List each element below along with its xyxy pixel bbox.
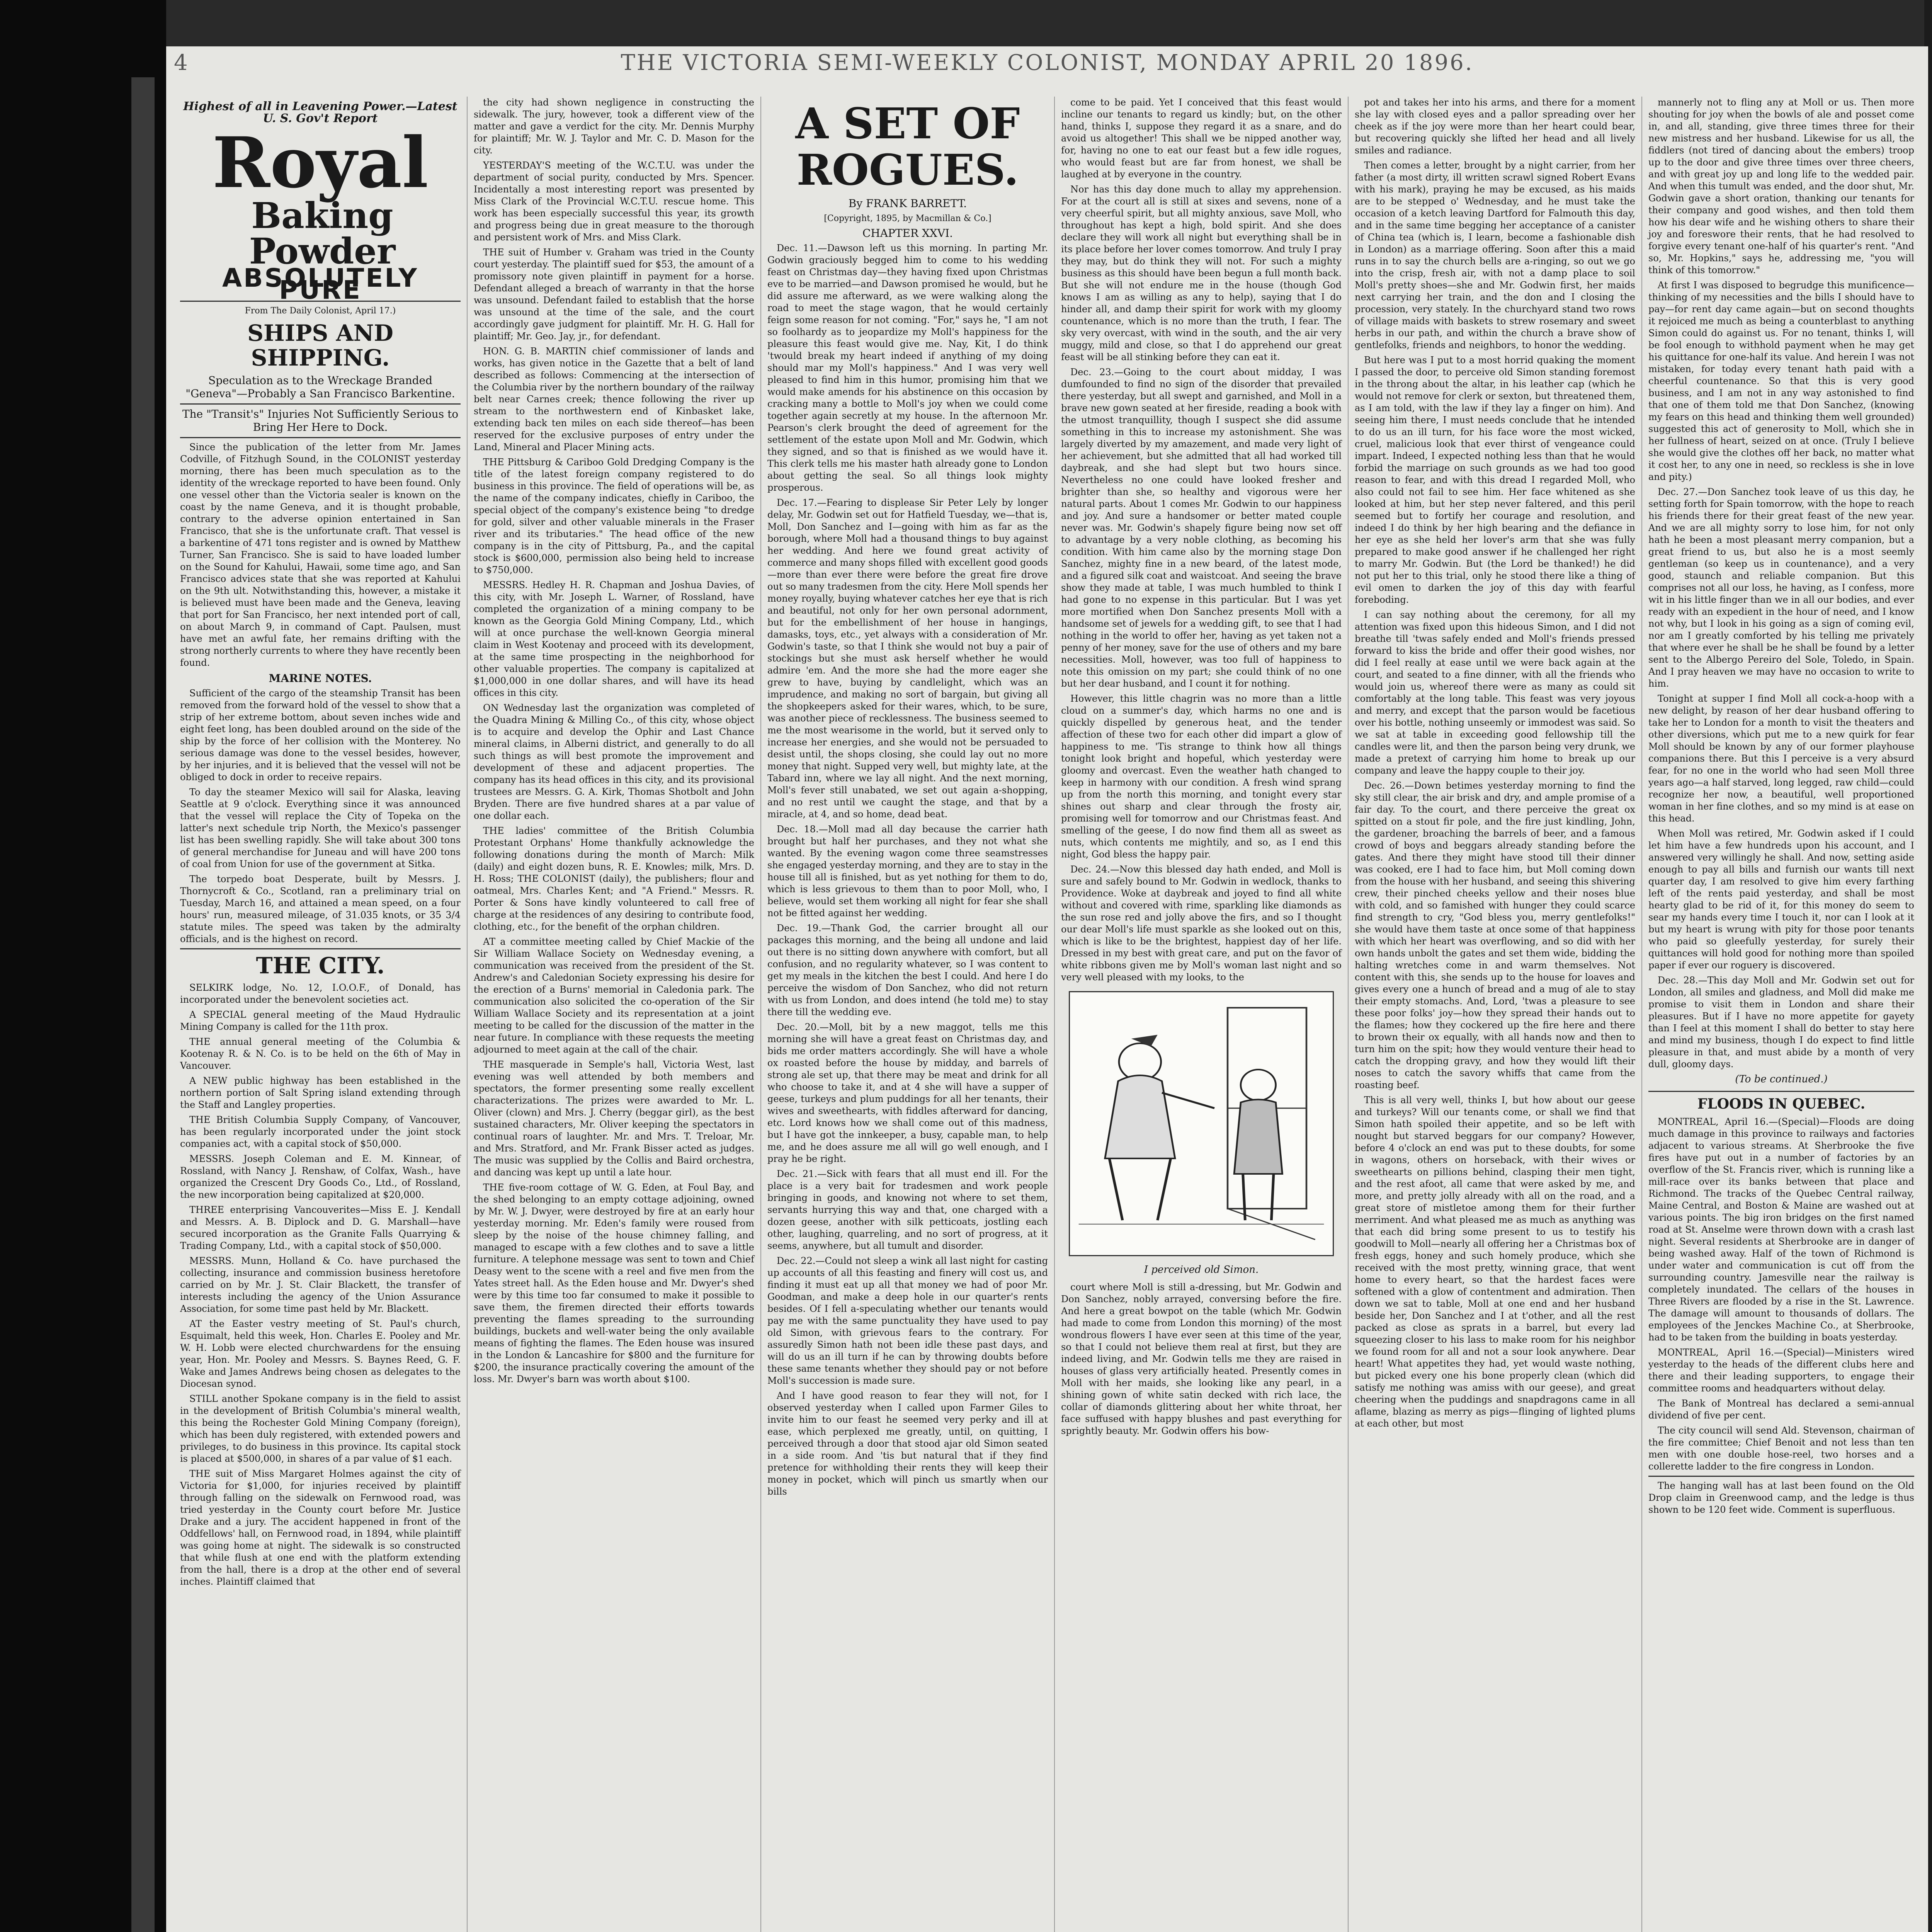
- paragraph: come to be paid. Yet I conceived that this feast would incline our tenants to regard us kindly; but, on the other hand, thinks I, suppose they regard it as a snare, and do avoid us altogether! This shall we be nipped another way, for, having no one to eat our feast but a few idle rogues, who would feast but are far from honest, we shall be laughed at by everyone in the country.: [1061, 97, 1342, 180]
- illustration-drawing: [1070, 992, 1333, 1255]
- subhead-marine: MARINE NOTES.: [269, 672, 372, 685]
- illustration: [1069, 991, 1334, 1256]
- paragraph: pot and takes her into his arms, and there for a moment she lay with closed eyes and a pallor spreading over her cheek as if the joy were more than her heart could bear, but recovering quickly she lifted her head and all lively smiles and radiance.: [1355, 97, 1635, 156]
- paragraph: mannerly not to fling any at Moll or us. Then more shouting for joy when the bowls of ale and posset come in, and all, standing, give three times three for their new mistress and her husband. Likewise for us all, the fiddlers (not tired of dancing about the embers) troop up to the door and give three times over three cheers, and with great joy up and long life to the wedded pair. And when this tumult was ended, and the door shut, Mr. Godwin gave a short oration, thanking our tenants for their company and good wishes, and then told them how his dear wife and he wishing others to share their joy and foreswore their rents, that he had resolved to forgive every tenant one-half of his quarter's rent. "And so, Mr. Hopkins," says he, addressing me, "you will think of this tomorrow.": [1648, 97, 1914, 276]
- ad-tagline: Highest of all in Leavening Power.—Latest U. S. Gov't Report: [183, 100, 457, 125]
- paragraph: Dec. 23.—Going to the court about midday, I was dumfounded to find no sign of the disorder that prevailed there yesterday, but all swept and garnished, and Moll in a brave new gown seated at her fireside, reading a book with the utmost tranquillity, though I suspect she did assume something in this to increase my astonishment. She was largely diverted by my amazement, and made very light of her achievement, but she admitted that all had worked till daybreak, and she had slept but two hours since. Nevertheless no one could have looked fresher and brighter than she, so healthy and vigorous were her natural parts. About 1 comes Mr. Godwin to our happiness and joy. And sure a handsomer or better mated couple never was. Mr. Godwin's shapely figure being now set off to advantage by a very noble clothing, as becoming his condition. With him came also by the morning stage Don Sanchez, mighty fine in a new beard, of the latest mode, and a figured silk coat and waistcoat. And seeing the brave show they made at table, I was much humbled to think I had gone to no expense in this particular. But I was yet more mortified when Don Sanchez presents Moll with a handsome set of jewels for a wedding gift, to see that I had nothing in the world to offer her, having as yet taken not a penny of her money, save for the use of others and my bare necessities. Moll, however, was too full of happiness to note this omission on my part; she could think of no one but her dear husband, and I count it for nothing.: [1061, 367, 1342, 689]
- paragraph: Tonight at supper I find Moll all cock-a-hoop with a new delight, by reason of her dear husband offering to take her to London for a month to visit the theaters and other diversions, which put me to a new quirk for fear Moll should be known by any of our former playhouse companions there. But this I perceive is a very absurd fear, for no one in the world who had seen Moll three years ago—a half starved, long legged, raw child—could recognize her now, a beautiful, well proportioned woman in her fine clothes, and so my mind is at ease on this head.: [1648, 693, 1914, 824]
- paragraph: Sufficient of the cargo of the steamship Transit has been removed from the forward hold of the vessel to show that a strip of her extreme bottom, about seven inches wide and eight feet long, has been doubled around on the side of the ship by the force of her collision with the Monterey. No serious damage was done to the vessel besides, however, by her injuries, and it is believed that the vessel will not be obliged to dock in order to receive repairs.: [180, 688, 461, 782]
- paragraph: Dec. 27.—Don Sanchez took leave of us this day, he setting forth for Spain tomorrow, with the hope to reach his friends there for their great feast of the new year. And we are all mighty sorry to lose him, for not only hath he been a most pleasant merry companion, but a great friend to us, but also he is a most seemly gentleman (so keep us in countenance), and a very good, staunch and reliable companion. But this comprises not all our loss, he having, as I confess, more wit in his little finger than we in all our bodies, and ever ready with an expedient in the hour of need, and I know not why, but I look in his going as a sign of coming evil, nor am I greatly comforted by his telling me privately that where ever he shall be he shall be found by a letter sent to the Albergo Pereiro del Sole, Toledo, in Spain. And I pray heaven we may have no occasion to write to him.: [1648, 486, 1914, 689]
- divider: [180, 437, 461, 438]
- illustration-caption: I perceived old Simon.: [1144, 1264, 1259, 1276]
- continued-note: (To be continued.): [1735, 1073, 1828, 1085]
- paragraph: THE five-room cottage of W. G. Eden, at Foul Bay, and the shed belonging to an empty cottage adjoining, owned by Mr. W. J. Dwyer, were destroyed by fire at an early hour yesterday morning. Mr. Eden's family were roused from sleep by the noise of the house chimney falling, and managed to escape with a few clothes and to save a little furniture. A telephone message was sent to town and Chief Deasy went to the scene with a reel and five men from the Yates street hall. As the Eden house and Mr. Dwyer's shed were by this time too far consumed to make it possible to save them, the firemen directed their efforts towards preventing the flames spreading to the surrounding buildings, buckets and well-water being the only available means of fighting the flames. The Eden house was insured in the London & Lancashire for $800 and the furniture for $200, the insurance practically covering the amount of the loss. Mr. Dwyer's barn was worth about $100.: [474, 1182, 754, 1384]
- paragraph: Dec. 22.—Could not sleep a wink all last night for casting up accounts of all this feasting and finery will cost us, and finding it must eat up all that money we had of poor Mr. Goodman, and make a deep hole in our quarter's rents besides. Of I fell a-speculating whether our tenants would pay me with the same punctuality they have used to pay old Simon, with grievous fears to the contrary. For assuredly Simon hath not been idle these past days, and will do us an ill turn if he can by throwing doubts before these same tenants whether they should pay or not before Moll's succession is made sure.: [767, 1255, 1048, 1386]
- divider: [180, 948, 461, 949]
- paragraph: THE ladies' committee of the British Columbia Protestant Orphans' Home thankfully acknowledge the following donations during the month of March: Milk (daily) and eight dozen buns, R. E. Knowles; milk, Mrs. D. H. Ross; THE COLONIST (daily), the publishers; flour and oatmeal, Mrs. Charles Kent; and "A Friend." Messrs. R. Porter & Sons have kindly volunteered to call free of charge at the residences of any desiring to contribute food, clothing, etc., for the benefit of the orphan children.: [474, 825, 754, 932]
- column-3: [761, 97, 1055, 1932]
- ad-pure: ABSOLUTELY PURE: [222, 263, 418, 305]
- paragraph: HON. G. B. MARTIN chief commissioner of lands and works, has given notice in the Gazette that a belt of land described as follows: Commencing at the intersection of the Columbia river by the northern boundary of the railway belt near Carnes creek; thence following the river up stream to the northwestern end of Kinbasket lake, extending back ten miles on each side thereof—has been reserved for the exclusive purposes of entry under the Land, Mineral and Placer Mining acts.: [474, 346, 754, 452]
- headline-city: THE CITY.: [256, 952, 385, 979]
- paragraph: YESTERDAY'S meeting of the W.C.T.U. was under the department of social purity, conducted by Mrs. Spencer. Incidentally a most interesting report was presented by Miss Clark of the Provincial W.C.T.U. rescue home. This work has been especially successful this year, its growth and progress being due in great measure to the thorough and persistent work of Mrs. and Miss Clark.: [474, 160, 754, 243]
- scan-top-edge: [166, 0, 1932, 46]
- paragraph: The city council will send Ald. Stevenson, chairman of the fire committee; Chief Benoit and not less than ten men with one double hose-reel, two horses and a collerette ladder to the fire congress in London.: [1648, 1425, 1914, 1472]
- ad-line-2: Powder: [249, 230, 396, 272]
- ad-product: [249, 195, 396, 272]
- paragraph: THE Pittsburg & Cariboo Gold Dredging Company is the title of the latest foreign company registered to do business in this province. The field of operations will be, as the name of the company indicates, chiefly in Cariboo, the special object of the company's existence being "to dredge for gold, silver and other valuable minerals in the Fraser river and its tributaries." The head office of the new company is in the city of Pittsburg, Pa., and the capital stock is $600,000, permission also being held to increase to $750,000.: [474, 457, 754, 575]
- paragraph: The Bank of Montreal has declared a semi-annual dividend of five per cent.: [1648, 1398, 1914, 1421]
- paragraph: A SPECIAL general meeting of the Maud Hydraulic Mining Company is called for the 11th prox.: [180, 1009, 461, 1032]
- paragraph: I can say nothing about the ceremony, for all my attention was fixed upon this hideous Simon, and I did not breathe till 'twas safely ended and Moll's friends pressed forward to kiss the bride and offer their good wishes, nor did I feel really at ease until we were back again at the court, and seated to a fine dinner, with all the friends who would join us, whereof there were as many as could sit comfortably at the long table. This feast was very joyous and merry, and except that the parson would be facetious over his bottle, nothing unseemly or immodest was said. So we sat at table in exceeding good fellowship till the candles were lit, and then the parson being very drunk, we made a pretext of carrying him home to break up our company and leave the happy couple to their joy.: [1355, 609, 1635, 776]
- paragraph: THE suit of Humber v. Graham was tried in the County court yesterday. The plaintiff sued for $53, the amount of a promissory note given plaintiff in payment for a horse. Defendant alleged a breach of warranty in that the horse was unsound. Defendant failed to establish that the horse was unsound at the time of the sale, and the court accordingly gave judgment for plaintiff. Mr. H. G. Hall for plaintiff; Mr. Geo. Jay, jr., for defendant.: [474, 247, 754, 342]
- paragraph: AT a committee meeting called by Chief Mackie of the Sir William Wallace Society on Wednesday evening, a communication was received from the president of the St. Andrew's and Caledonian Society expressing his desire for the erection of a Burns' memorial in Caledonia park. The communication also solicited the co-operation of the Sir William Wallace Society and its representation at a joint meeting to be called for the discussion of the matter in the near future. In compliance with these requests the meeting adjourned to meet again at the call of the chair.: [474, 936, 754, 1055]
- column-4: [1055, 97, 1349, 1932]
- columns: [174, 97, 1920, 1932]
- paragraph: Then comes a letter, brought by a night carrier, from her father (a most dirty, ill written scrawl signed Robert Evans with his mark), praying he may be excused, as his maids are to be stepped o' Wednesday, and he must take the occasion of a ketch leaving Dartford for Falmouth this day, and in the same time begging her acceptance of a canister of China tea (which is, I learn, become a fashionable dish in London) as a marriage offering. Soon after this a maid runs in to say the church bells are a-ringing, so out we go into the crisp, fresh air, with not a damp place to soil Moll's pretty shoes—she and Mr. Godwin first, her maids next carrying her train, and the don and I closing the procession, very stately. In the churchyard stand two rows of village maids with baskets to strew rosemary and sweet herbs in our path, and within the church a brave show of gentlefolks, friends and neighbors, to honor the wedding.: [1355, 160, 1635, 350]
- paragraph: THREE enterprising Vancouverites—Miss E. J. Kendall and Messrs. A. B. Diplock and D. G. Marshall—have secured incorporation as the Granite Falls Quarrying & Trading Company, Ltd., with a capital stock of $50,000.: [180, 1204, 461, 1251]
- paragraph: SELKIRK lodge, No. 12, I.O.O.F., of Donald, has incorporated under the benevolent societies act.: [180, 982, 461, 1005]
- paragraph: This is all very well, thinks I, but how about our geese and turkeys? Will our tenants come, or shall we find that Simon hath spoiled their appetite, and so be left with nought but starved beggars for our company? However, before 4 o'clock an end was put to these doubts, for some in wagons, others on horseback, with their wives or sweethearts on pillions behind, clasping their men tight, and the rest afoot, all came that were asked by me, and more, and pretty jolly already with all on the road, and a great store of mistletoe among them for their further merriment. And what pleased me as much as anything was that each did bring some present to us to testify his goodwill to Moll—nearly all offering her a Christmas box of fresh eggs, honey and such homely produce, which she received with the most pretty, winning grace, that went home to every heart, so that the hardest faces were softened with a glow of contentment and admiration. Then down we sat to table, Moll at one end and her husband beside her, Don Sanchez and I at t'other, and all the rest packed as close as sprats in a barrel, but every lad squeezing closer to his lass to make room for his neighbor we found room for all and not a sour look anywhere. Dear heart! What appetites they had, yet would waste nothing, but picked every one his bone properly clean (which did satisfy me nothing was amiss with our geese), and great cheering when the puddings and snapdragons came in all aflame, blazing as merry as pigs—flinging of lighted plums at each other, but most: [1355, 1095, 1635, 1429]
- paragraph: MESSRS. Joseph Coleman and E. M. Kinnear, of Rossland, with Nancy J. Renshaw, of Colfax, Wash., have organized the Crescent Dry Goods Co., Ltd., of Rossland, the new incorporation being capitalized at $20,000.: [180, 1153, 461, 1200]
- column-2: [468, 97, 761, 1932]
- column-6: [1642, 97, 1920, 1932]
- ad-brand: Royal: [212, 122, 429, 204]
- paragraph: Dec. 18.—Moll mad all day because the carrier hath brought but half her purchases, and they not what she wanted. By the evening wagon come three seamstresses she engaged yesterday morning, and they are to stay in the house till all is finished, but as yet nothing for them to do, which is less grievous to them than to poor Moll, who, I believe, would set them working all night for fear she shall not be fitted against her wedding.: [767, 824, 1048, 918]
- paragraph: court where Moll is still a-dressing, but Mr. Godwin and Don Sanchez, nobly arrayed, conversing before the fire. And here a great bowpot on the table (which Mr. Godwin had made to come from London this morning) of the most wondrous flowers I have ever seen at this time of the year, so that I could not believe them real at first, but they are indeed living, and Mr. Godwin tells me they are raised in houses of glass very artificially heated. Presently comes in Moll with her maids, she looking like any pearl, in a shining gown of white satin decked with rich lace, the collar of diamonds glittering about her white throat, her face suffused with happy blushes and past everything for sprightly beauty. Mr. Godwin offers his bow-: [1061, 1282, 1342, 1436]
- serial-copyright: [Copyright, 1895, by Macmillan & Co.]: [824, 214, 992, 223]
- paragraph: THE annual general meeting of the Columbia & Kootenay R. & N. Co. is to be held on the 6th of May in Vancouver.: [180, 1036, 461, 1071]
- paragraph: The torpedo boat Desperate, built by Messrs. J. Thornycroft & Co., Scotland, ran a preliminary trial on Tuesday, March 16, and attained a mean speed, on a four hours' run, measured mileage, of 31.035 knots, or 35 3/4 statute miles. The speed was taken by the admiralty officials, and is the highest on record.: [180, 874, 461, 944]
- serial-chapter: CHAPTER XXVI.: [862, 227, 953, 240]
- paragraph: STILL another Spokane company is in the field to assist in the development of British Columbia's mineral wealth, this being the Rochester Gold Mining Company (foreign), which has been duly registered, with extended powers and privileges, to do business in this province. Its capital stock is placed at $500,000, in shares of a par value of $1 each.: [180, 1393, 461, 1464]
- paragraph: Nor has this day done much to allay my apprehension. For at the court all is still at sixes and sevens, none of a very cheerful spirit, but all mighty anxious, save Moll, who throughout has kept a high, bold spirit. And she does declare they will work all night but everything shall be in its place before her lover comes tomorrow. And truly I pray they may, but do think they will not. For such a mighty business as this should have been begun a full month back. But she will not endure me in the house (though God knows I am as willing as any to help), saying that I do hinder all, and damp their spirit for work with my gloomy countenance, which is no more than the truth, I fear. The sky very overcast, with wind in the south, and the air very muggy, mild and close, so that I do apprehend our great feast will be all stinking before they can eat it.: [1061, 184, 1342, 362]
- paragraph: Since the publication of the letter from Mr. James Codville, of Fitzhugh Sound, in the COLONIST yesterday morning, there has been much speculation as to the identity of the wreckage reported to have been found. Only one vessel other than the Victoria sealer is known on the coast by the name Geneva, and it is thought probable, contrary to the adverse opinion entertained in San Francisco, that she is the unfortunate craft. That vessel is a barkentine of 471 tons register and is owned by Matthew Turner, San Francisco. She is said to have loaded lumber on the Sound for Kahului, Hawaii, some time ago, and San Francisco advices state that she was reported at Kahului on the 9th ult. Notwithstanding this, however, a mistake it is believed must have been made and the Geneva, leaving that port for San Francisco, her next intended port of call, on about March 9, in command of Capt. Paulsen, must have met an awful fate, her remains drifting with the strong northerly currents to where they have recently been found.: [180, 442, 461, 668]
- paragraph: The hanging wall has at last been found on the Old Drop claim in Greenwood camp, and the ledge is thus shown to be 120 feet wide. Comment is superfluous.: [1648, 1480, 1914, 1515]
- paragraph: Dec. 24.—Now this blessed day hath ended, and Moll is sure and safely bound to Mr. Godwin in wedlock, thanks to Providence. Woke at daybreak and joyed to find all white without and covered with rime, sparkling like diamonds as the sun rose red and jolly above the firs, and so I thought our dear Moll's life must sparkle as she looked out on this, which is like to be the brightest, happiest day of her life. Dressed in my best with great care, and put on the favor of white ribbons given me by Moll's woman last night and so very well pleased with my looks, to the: [1061, 864, 1342, 983]
- paragraph: However, this little chagrin was no more than a little cloud on a summer's day, which harms no one and is quickly dispelled by generous heat, and the tender affection of these two for each other did impart a glow of happiness to me. 'Tis strange to think how all things tonight look bright and hopeful, which yesterday were gloomy and overcast. Even the weather hath changed to keep in harmony with our condition. A fresh wind sprang up from the north this morning, and tonight every star shines out sharp and clear through the frosty air, promising well for tomorrow and our Christmas feast. And smelling of the geese, I do now find them all as sweet as nuts, which contents me mightily, and so, as I end this night, God bless the happy pair.: [1061, 693, 1342, 860]
- paragraph: At first I was disposed to begrudge this munificence—thinking of my necessities and the bills I should have to pay—for rent day came again—but on second thoughts it rejoiced me much as being a counterblast to anything Simon could do against us. For no tenant, thinks I, will be fool enough to withhold payment when he may get his quittance for one-half its value. And herein I was not mistaken, for today every tenant hath paid with a cheerful countenance. So that this is very good business, and I am not in any way astonished to find that one of them told me that Don Sanchez, (knowing my fears on this head and thinking them well grounded) suggested this act of generosity to Moll, which she in her fullness of heart, seized on at once. (Truly I believe she would give the clothes off her back, no matter what it cost her, to any one in need, so reckless is she in love and pity.): [1648, 280, 1914, 482]
- scan-binding-edge: [0, 0, 166, 1932]
- masthead-title: THE VICTORIA SEMI-WEEKLY COLONIST, MONDAY APRIL 20 1896.: [621, 50, 1474, 75]
- page-number: 4: [174, 50, 189, 75]
- newspaper-page: [166, 46, 1928, 1932]
- paragraph: Dec. 26.—Down betimes yesterday morning to find the sky still clear, the air brisk and dry, and ample promise of a fair day. To the court, and there perceive the great ox spitted on a stout fir pole, and the fire just kindling, John, the gardener, broaching the barrels of beer, and a famous crowd of boys and beggars already standing before the gates. And there they might have stood till their dinner was cooked, ere I had to face him, but Moll coming down from the house with her husband, and seeing this shivering crew, their pinched cheeks yellow and their noses blue with cold, and so famished with hunger they could scarce find strength to cry, "God bless you, merry gentlefolks!" she would have them taste at once some of that happiness with which her heart was overflowing, and so did with her own hands unbolt the gates and set them wide, bidding the halting wretches come in and warm themselves. Not content with this, she sends up to the house for loaves and gives every one a hunch of bread and a mug of ale to stay their empty stomachs. And, Lord, 'twas a pleasure to see these poor folks' joy—how they spread their hands out to the flames; how they cockered up the fire here and there to brown their ox equally, with all hands now and then to turn him on the spit; how they would venture their head to catch the dropping gravy, and how they would lift their noses to catch the savory whiffs that came from the roasting beef.: [1355, 780, 1635, 1090]
- column-1: [174, 97, 468, 1932]
- paragraph: AT the Easter vestry meeting of St. Paul's church, Esquimalt, held this week, Hon. Charles E. Pooley and Mr. W. H. Lobb were elected churchwardens for the ensuing year, Hon. Mr. Pooley and Messrs. S. Baynes Reed, G. F. Wake and James Andrews being chosen as delegates to the Diocesan synod.: [180, 1318, 461, 1389]
- divider: [180, 403, 461, 405]
- paragraph: THE suit of Miss Margaret Holmes against the city of Victoria for $1,000, for injuries received by plaintiff through falling on the sidewalk on Fernwood road, was tried yesterday in the County court before Mr. Justice Drake and a jury. The accident happened in front of the Oddfellows' hall, on Fernwood road, in 1894, while plaintiff was going home at night. The sidewalk is so constructed that while flush at one end with the platform extending from the hall, there is a drop at the other end of several inches. Plaintiff claimed that: [180, 1468, 461, 1587]
- paragraph: Dec. 11.—Dawson left us this morning. In parting Mr. Godwin graciously begged him to come to his wedding feast on Christmas day—they having fixed upon Christmas eve to be married—and Dawson promised he would, but he did assure me afterward, as we were walking along the road to meet the stage wagon, that he would certainly feign some reason for not coming. "For," says he, "I am not so foolhardy as to jeopardize my Moll's happiness for the pleasure this feast would give me. Nay, Kit, I do think 'twould break my heart indeed if anything of my doing should mar my Moll's happiness." And I was very well pleased to find him in this humor, promising him that we would make amends for his abstinence on this occasion by cracking many a bottle to Moll's joy when we could come together again secretly at my house. In the afternoon Mr. Pearson's clerk brought the deed of agreement for the settlement of the estate upon Moll and Mr. Godwin, which they signed, and so that is finished as we would have it. This clerk tells me his master hath already gone to London about getting the seal. So all things look mighty prosperous.: [767, 243, 1048, 493]
- divider: [1648, 1476, 1914, 1477]
- paragraph: Dec. 20.—Moll, bit by a new maggot, tells me this morning she will have a great feast on Christmas day, and bids me order matters accordingly. She will have a whole ox roasted before the house by midday, and barrels of strong ale set up, that there may be meat and drink for all who choose to take it, and at 4 she will have a supper of geese, turkeys and plum puddings for all her tenants, their wives and sweethearts, with fiddles afterward for dancing, etc. Lord knows how we shall come out of this madness, but I have got the innkeeper, a busy, capable man, to help me, and he does assure me all will go well enough, and I pray he be right.: [767, 1022, 1048, 1164]
- serial-byline: By FRANK BARRETT.: [848, 197, 967, 210]
- paragraph: And I have good reason to fear they will not, for I observed yesterday when I called upon Farmer Giles to invite him to our feast he seemed very perky and ill at ease, which perplexed me greatly, until, on quitting, I perceived through a door that stood ajar old Simon seated in a side room. And 'tis but natural that if they find pretence for withholding their rents they will keep their money in pocket, which will pinch us smartly when our bills: [767, 1390, 1048, 1497]
- paragraph: MESSRS. Hedley H. R. Chapman and Joshua Davies, of this city, with Mr. Joseph L. Warner, of Rossland, have completed the organization of a mining company to be known as the Georgia Gold Mining Company, Ltd., which will at once purchase the well-known Georgia mineral claim in West Kootenay and proceed with its development, at the same time prospecting in the neighborhood for other valuable properties. The company is capitalized at $1,000,000 in one dollar shares, and will have its head offices in this city.: [474, 580, 754, 698]
- article-source: From The Daily Colonist, April 17.): [245, 306, 396, 316]
- paragraph: When Moll was retired, Mr. Godwin asked if I could let him have a few hundreds upon his account, and I answered very willingly he shall. And now, setting aside enough to pay all bills and furnish our wants till next quarter day, I am resolved to give him every farthing left of the rents paid yesterday, and shall be most hearty glad to be rid of it, for this money do seem to sear my hands every time I touch it, nor can I look at it but my heart is wrung with pity for those poor tenants who paid so gleefully yesterday, for surely their quittances will hold good for nothing more than spoiled paper if ever our roguery is discovered.: [1648, 828, 1914, 971]
- paragraph: But here was I put to a most horrid quaking the moment I passed the door, to perceive old Simon standing foremost in the throng about the altar, in his leather cap (which he would not remove for clerk or sexton, but threatened them, as I am told, with the law if they lay a finger on him). And seeing him there, I must needs conclude that he intended to do us an ill turn, for his face wore the most wicked, cruel, malicious look that ever thirst of vengeance could impart. Indeed, I expected nothing less than that he would forbid the marriage on such grounds as we had too good reason to fear, and with this dread I regarded Moll, who also could not fail to see him. Her face whitened as she looked at him, but her step never faltered, and this peril seemed but to fortify her courage and resolution, and indeed I do think by her high bearing and the defiance in her eye as she held her lover's arm that she was fully prepared to make good answer if he challenged her right to marry Mr. Godwin. But (the Lord be thanked!) he did not put her to this trial, only he stood there like a thing of evil omen to darken the joy of this day with fearful foreboding.: [1355, 355, 1635, 605]
- paragraph: ON Wednesday last the organization was completed of the Quadra Mining & Milling Co., of this city, whose object is to acquire and develop the Ophir and Last Chance mineral claims, in Alberni district, and generally to do all such things as will best promote the improvement and development of these and adjacent properties. The company has its head offices in this city, and its provisional trustees are Messrs. G. A. Kirk, Thomas Shotbolt and John Bryden. There are five hundred shares at a par value of one dollar each.: [474, 702, 754, 821]
- ad-line-1: Baking: [251, 195, 393, 236]
- serial-title: A SET OF ROGUES.: [795, 99, 1020, 195]
- paragraph: MONTREAL, April 16.—(Special)—Ministers wired yesterday to the heads of the different clubs here and there and their leading supporters, to engage their committee rooms and headquarters without delay.: [1648, 1347, 1914, 1394]
- ad-logo: [180, 122, 461, 272]
- headline-floods: FLOODS IN QUEBEC.: [1697, 1096, 1866, 1112]
- paragraph: Dec. 21.—Sick with fears that all must end ill. For the place is a very bait for tradesmen and work people bringing in goods, and knowing not where to set them, servants hurrying this way and that, one charged with a dozen geese, another with silk petticoats, jostling each other, laughing, quarreling, and no sort of progress, at it seems, anywhere, but all tumult and disorder.: [767, 1168, 1048, 1251]
- binding-strip: [131, 77, 155, 1932]
- deck-1: Speculation as to the Wreckage Branded "Geneva"—Probably a San Francisco Barkentine.: [185, 374, 455, 400]
- paragraph: Dec. 19.—Thank God, the carrier brought all our packages this morning, and the being all undone and laid out there is no sitting down anywhere with comfort, but all confusion, and no regularity whatever, so I was content to get my meals in the kitchen the best I could. And here I do perceive the wisdom of Don Sanchez, who did not return with us from London, and does intend (he told me) to stay there till the wedding eve.: [767, 923, 1048, 1017]
- column-5: [1349, 97, 1642, 1932]
- paragraph: Dec. 17.—Fearing to displease Sir Peter Lely by longer delay, Mr. Godwin set out for Hatfield Tuesday, we—that is, Moll, Don Sanchez and I—going with him as far as the borough, where Moll had a thousand things to buy against her wedding. And here we found great activity of commerce and many shops filled with excellent good goods—more than ever there were before the great fire drove out so many tradesmen from the city. Here Moll spends her money royally, buying whatever catches her eye that is rich and beautiful, not only for her own personal adornment, but for the embellishment of her house in hangings, damasks, toys, etc., yet always with a consideration of Mr. Godwin's taste, so that I think she would not buy a pair of stockings but she must ask herself whether he would admire 'em. And the more she had the more eager she grew to have, buying by candlelight, which was an imprudence, and making no sort of bargain, but giving all the shopkeepers asked for their wares, which, to be sure, was another piece of recklessness. The business seemed to me the most wearisome in the world, but it served only to increase her energies, and she would not be persuaded to desist until, the shops closing, she could lay out no more money that night. Supped very well, but mighty late, at the Tabard inn, where we lay all night. And the next morning, Moll's fever still unabated, we set out again a-shopping, and no rest until we caught the stage, and that by a miracle, at 4, and so home, dead beat.: [767, 497, 1048, 820]
- headline-ships: SHIPS AND SHIPPING.: [247, 320, 393, 371]
- paragraph: THE British Columbia Supply Company, of Vancouver, has been regularly incorporated under the joint stock companies act, with a capital stock of $50,000.: [180, 1114, 461, 1149]
- paragraph: THE masquerade in Semple's hall, Victoria West, last evening was well attended by both members and spectators, the former presenting some really excellent characterizations. The prizes were awarded to Mr. L. Oliver (clown) and Mrs. J. Cherry (beggar girl), as the best sustained characters, Mr. Oliver keeping the spectators in continual roars of laughter. Mr. and Mrs. T. Treloar, Mr. and Mrs. Stratford, and Mr. Frank Bisser acted as judges. The music was supplied by the Collis and Baird orchestra, and dancing was kept up until a late hour.: [474, 1059, 754, 1178]
- paragraph: To day the steamer Mexico will sail for Alaska, leaving Seattle at 9 o'clock. Everything since it was announced that the vessel will replace the City of Topeka on the latter's next schedule trip North, the Mexico's passenger list has been swelling rapidly. She will take about 300 tons of general merchandise for Juneau and will have 200 tons of coal from Union for use of the government at Sitka.: [180, 787, 461, 869]
- divider: [1648, 1091, 1914, 1092]
- paragraph: MESSRS. Munn, Holland & Co. have purchased the collecting, insurance and commission business heretofore carried on by Mr. J. St. Clair Blackett, the transfer of interests including the agency of the Union Assurance Association, for some time past held by Mr. Blackett.: [180, 1255, 461, 1314]
- running-head: [166, 50, 1928, 85]
- paragraph: A NEW public highway has been established in the northern portion of Salt Spring island extending through the Staff and Langley properties.: [180, 1075, 461, 1110]
- paragraph: MONTREAL, April 16.—(Special)—Floods are doing much damage in this province to railways and factories adjacent to various streams. At Sherbrooke the five fires have put out in a number of factories by an overflow of the St. Francis river, which is running like a mill-race over its banks between that place and Richmond. The tracks of the Quebec Central railway, Maine Central, and Boston & Maine are washed out at various points. The big iron bridges on the first named road at St. Anselme were thrown down with a crash last night. Several residents at Sherbrooke are in danger of being washed away. Half of the town of Richmond is under water and communication is cut off from the surrounding country. Jamesville near the railway is completely inundated. The cellars of the houses in Three Rivers are flooded by a rise in the St. Lawrence. The damage will amount to thousands of dollars. The employees of the Jenckes Machine Co., at Sherbrooke, had to be taken from the building in boats yesterday.: [1648, 1116, 1914, 1343]
- deck-2: The "Transit's" Injuries Not Sufficiently Serious to Bring Her Here to Dock.: [182, 408, 459, 434]
- paragraph: Dec. 28.—This day Moll and Mr. Godwin set out for London, all smiles and gladness, and Moll did make me promise to visit them in London and share their pleasures. But if I have no more appetite for gayety than I feel at this moment I shall do better to stay here and mind my business, though I do expect to find little pleasure in that, and must abide by a month of very dull, gloomy days.: [1648, 975, 1914, 1070]
- royal-baking-powder-ad: [180, 100, 461, 305]
- paragraph: the city had shown negligence in constructing the sidewalk. The jury, however, took a different view of the matter and gave a verdict for the city. Mr. Dennis Murphy for plaintiff; Mr. W. J. Taylor and Mr. C. D. Mason for the city.: [474, 97, 754, 156]
